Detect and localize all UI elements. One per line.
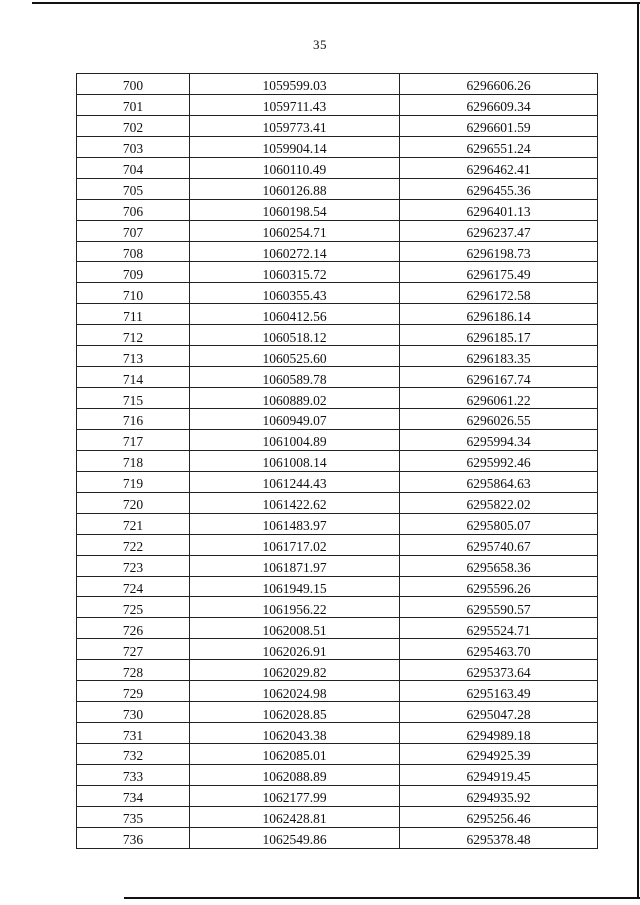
point-number-cell: 725 — [77, 597, 190, 618]
point-number-cell: 719 — [77, 471, 190, 492]
x-coordinate-cell: 1061717.02 — [190, 534, 400, 555]
page-top-rule — [32, 2, 640, 4]
table-row — [77, 660, 598, 681]
x-coordinate-cell: 1061871.97 — [190, 555, 400, 576]
x-coordinate-cell: 1062085.01 — [190, 744, 400, 765]
point-number-cell: 710 — [77, 283, 190, 304]
y-coordinate-cell: 6296601.59 — [400, 115, 598, 136]
x-coordinate-cell: 1060126.88 — [190, 178, 400, 199]
point-number-cell: 704 — [77, 157, 190, 178]
x-coordinate-cell: 1062029.82 — [190, 660, 400, 681]
point-number-cell: 727 — [77, 639, 190, 660]
x-coordinate-cell: 1061956.22 — [190, 597, 400, 618]
point-number-cell: 734 — [77, 785, 190, 806]
point-number-cell: 717 — [77, 429, 190, 450]
y-coordinate-cell: 6295590.57 — [400, 597, 598, 618]
y-coordinate-cell: 6296185.17 — [400, 325, 598, 346]
point-number-cell: 728 — [77, 660, 190, 681]
x-coordinate-cell: 1062026.91 — [190, 639, 400, 660]
point-number-cell: 705 — [77, 178, 190, 199]
y-coordinate-cell: 6296175.49 — [400, 262, 598, 283]
table-row — [77, 115, 598, 136]
table-row — [77, 157, 598, 178]
x-coordinate-cell: 1062088.89 — [190, 764, 400, 785]
table-row — [77, 806, 598, 827]
table-row — [77, 764, 598, 785]
y-coordinate-cell: 6296462.41 — [400, 157, 598, 178]
table-row — [77, 681, 598, 702]
y-coordinate-cell: 6295463.70 — [400, 639, 598, 660]
y-coordinate-cell: 6296183.35 — [400, 346, 598, 367]
table-row — [77, 136, 598, 157]
point-number-cell: 724 — [77, 576, 190, 597]
table-row — [77, 346, 598, 367]
y-coordinate-cell: 6296061.22 — [400, 388, 598, 409]
x-coordinate-cell: 1061244.43 — [190, 471, 400, 492]
x-coordinate-cell: 1061422.62 — [190, 492, 400, 513]
point-number-cell: 707 — [77, 220, 190, 241]
table-row — [77, 178, 598, 199]
y-coordinate-cell: 6295805.07 — [400, 513, 598, 534]
table-row — [77, 429, 598, 450]
y-coordinate-cell: 6295524.71 — [400, 618, 598, 639]
point-number-cell: 721 — [77, 513, 190, 534]
point-number-cell: 714 — [77, 367, 190, 388]
table-row — [77, 827, 598, 848]
point-number-cell: 715 — [77, 388, 190, 409]
y-coordinate-cell: 6295994.34 — [400, 429, 598, 450]
y-coordinate-cell: 6296551.24 — [400, 136, 598, 157]
y-coordinate-cell: 6294935.92 — [400, 785, 598, 806]
table-row — [77, 492, 598, 513]
table-row — [77, 74, 598, 95]
table-row — [77, 94, 598, 115]
point-number-cell: 720 — [77, 492, 190, 513]
table-row — [77, 199, 598, 220]
point-number-cell: 732 — [77, 744, 190, 765]
table-row — [77, 450, 598, 471]
point-number-cell: 713 — [77, 346, 190, 367]
point-number-cell: 723 — [77, 555, 190, 576]
x-coordinate-cell: 1060272.14 — [190, 241, 400, 262]
table-row — [77, 262, 598, 283]
y-coordinate-cell: 6295378.48 — [400, 827, 598, 848]
page-bottom-rule — [124, 897, 640, 899]
x-coordinate-cell: 1060949.07 — [190, 409, 400, 430]
y-coordinate-cell: 6295373.64 — [400, 660, 598, 681]
table-row — [77, 513, 598, 534]
point-number-cell: 736 — [77, 827, 190, 848]
x-coordinate-cell: 1060412.56 — [190, 304, 400, 325]
x-coordinate-cell: 1060355.43 — [190, 283, 400, 304]
point-number-cell: 711 — [77, 304, 190, 325]
x-coordinate-cell: 1061004.89 — [190, 429, 400, 450]
x-coordinate-cell: 1062024.98 — [190, 681, 400, 702]
point-number-cell: 708 — [77, 241, 190, 262]
x-coordinate-cell: 1060110.49 — [190, 157, 400, 178]
y-coordinate-cell: 6296186.14 — [400, 304, 598, 325]
y-coordinate-cell: 6295256.46 — [400, 806, 598, 827]
point-number-cell: 700 — [77, 74, 190, 95]
x-coordinate-cell: 1060254.71 — [190, 220, 400, 241]
point-number-cell: 703 — [77, 136, 190, 157]
point-number-cell: 730 — [77, 702, 190, 723]
x-coordinate-cell: 1061008.14 — [190, 450, 400, 471]
y-coordinate-cell: 6294919.45 — [400, 764, 598, 785]
x-coordinate-cell: 1059773.41 — [190, 115, 400, 136]
y-coordinate-cell: 6295740.67 — [400, 534, 598, 555]
point-number-cell: 702 — [77, 115, 190, 136]
y-coordinate-cell: 6295822.02 — [400, 492, 598, 513]
point-number-cell: 716 — [77, 409, 190, 430]
table-row — [77, 471, 598, 492]
x-coordinate-cell: 1062549.86 — [190, 827, 400, 848]
y-coordinate-cell: 6296401.13 — [400, 199, 598, 220]
table-row — [77, 304, 598, 325]
point-number-cell: 701 — [77, 94, 190, 115]
y-coordinate-cell: 6294925.39 — [400, 744, 598, 765]
point-number-cell: 706 — [77, 199, 190, 220]
y-coordinate-cell: 6296172.58 — [400, 283, 598, 304]
y-coordinate-cell: 6295163.49 — [400, 681, 598, 702]
y-coordinate-cell: 6296455.36 — [400, 178, 598, 199]
x-coordinate-cell: 1061483.97 — [190, 513, 400, 534]
table-row — [77, 555, 598, 576]
table-row — [77, 283, 598, 304]
point-number-cell: 731 — [77, 723, 190, 744]
point-number-cell: 726 — [77, 618, 190, 639]
x-coordinate-cell: 1060525.60 — [190, 346, 400, 367]
x-coordinate-cell: 1062428.81 — [190, 806, 400, 827]
table-row — [77, 241, 598, 262]
y-coordinate-cell: 6296167.74 — [400, 367, 598, 388]
x-coordinate-cell: 1062008.51 — [190, 618, 400, 639]
point-number-cell: 729 — [77, 681, 190, 702]
y-coordinate-cell: 6296198.73 — [400, 241, 598, 262]
x-coordinate-cell: 1062177.99 — [190, 785, 400, 806]
y-coordinate-cell: 6295992.46 — [400, 450, 598, 471]
table-row — [77, 744, 598, 765]
table-row — [77, 618, 598, 639]
table-row — [77, 325, 598, 346]
x-coordinate-cell: 1062028.85 — [190, 702, 400, 723]
page-number: 35 — [313, 37, 327, 52]
y-coordinate-cell: 6296606.26 — [400, 74, 598, 95]
y-coordinate-cell: 6295658.36 — [400, 555, 598, 576]
x-coordinate-cell: 1060198.54 — [190, 199, 400, 220]
table-row — [77, 388, 598, 409]
x-coordinate-cell: 1059904.14 — [190, 136, 400, 157]
table-row — [77, 639, 598, 660]
point-number-cell: 712 — [77, 325, 190, 346]
point-number-cell: 735 — [77, 806, 190, 827]
table-row — [77, 785, 598, 806]
coordinates-table-body — [77, 74, 598, 849]
y-coordinate-cell: 6295596.26 — [400, 576, 598, 597]
x-coordinate-cell: 1059711.43 — [190, 94, 400, 115]
y-coordinate-cell: 6295864.63 — [400, 471, 598, 492]
point-number-cell: 709 — [77, 262, 190, 283]
x-coordinate-cell: 1060889.02 — [190, 388, 400, 409]
y-coordinate-cell: 6296609.34 — [400, 94, 598, 115]
table-row — [77, 597, 598, 618]
x-coordinate-cell: 1060589.78 — [190, 367, 400, 388]
y-coordinate-cell: 6294989.18 — [400, 723, 598, 744]
page-right-rule — [637, 2, 639, 899]
x-coordinate-cell: 1062043.38 — [190, 723, 400, 744]
coordinates-table — [76, 73, 598, 849]
x-coordinate-cell: 1060315.72 — [190, 262, 400, 283]
table-row — [77, 534, 598, 555]
table-row — [77, 576, 598, 597]
x-coordinate-cell: 1061949.15 — [190, 576, 400, 597]
y-coordinate-cell: 6296026.55 — [400, 409, 598, 430]
x-coordinate-cell: 1060518.12 — [190, 325, 400, 346]
point-number-cell: 718 — [77, 450, 190, 471]
table-row — [77, 409, 598, 430]
point-number-cell: 733 — [77, 764, 190, 785]
table-row — [77, 367, 598, 388]
point-number-cell: 722 — [77, 534, 190, 555]
y-coordinate-cell: 6295047.28 — [400, 702, 598, 723]
table-row — [77, 723, 598, 744]
table-row — [77, 220, 598, 241]
y-coordinate-cell: 6296237.47 — [400, 220, 598, 241]
table-row — [77, 702, 598, 723]
x-coordinate-cell: 1059599.03 — [190, 74, 400, 95]
